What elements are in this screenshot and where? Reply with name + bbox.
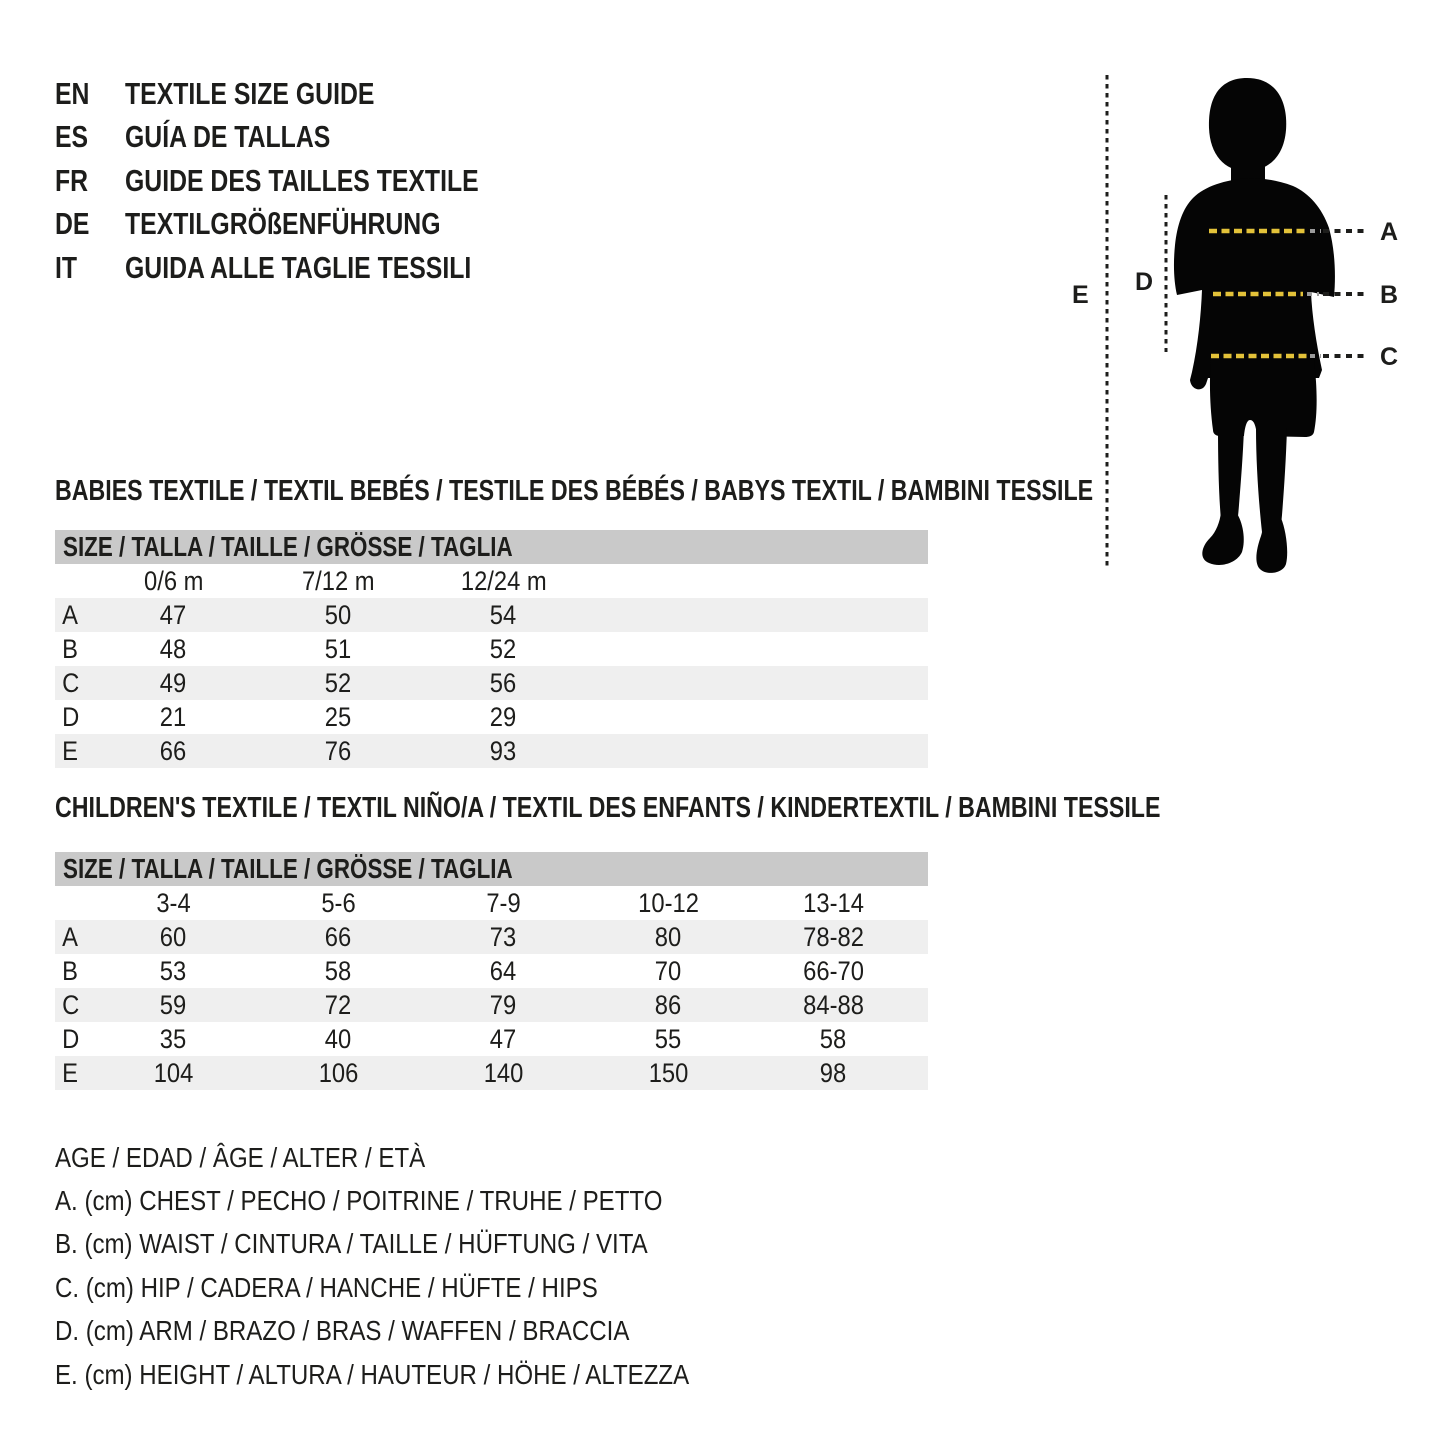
row-label: A xyxy=(62,599,78,630)
legend-arm: D. (cm) ARM / BRAZO / BRAS / WAFFEN / BRACCIA xyxy=(55,1315,630,1347)
table-cell: 48 xyxy=(160,633,187,664)
column-header: 7/12 m xyxy=(302,565,375,596)
row-label: E xyxy=(62,1057,78,1088)
column-header: 0/6 m xyxy=(143,565,204,596)
row-label: E xyxy=(62,735,78,766)
table-cell: 53 xyxy=(160,955,187,986)
table-cell: 76 xyxy=(325,735,352,766)
table-cell: 106 xyxy=(318,1057,359,1088)
table-cell: 73 xyxy=(490,921,517,952)
table-cell: 35 xyxy=(160,1023,187,1054)
measurement-diagram xyxy=(1055,60,1445,590)
table-row-d xyxy=(55,700,928,734)
children-size-table xyxy=(55,852,928,1090)
babies-section-title: BABIES TEXTILE / TEXTIL BEBÉS / TESTILE DES BÉBÉS / BABYS TEXTIL / BAMBINI TESSILE xyxy=(55,475,1094,507)
column-header: 10-12 xyxy=(638,887,699,918)
label-d: D xyxy=(1135,268,1154,296)
table-cell: 66 xyxy=(160,735,187,766)
language-title-list xyxy=(55,72,567,290)
table-row-b xyxy=(55,632,928,666)
table-cell: 49 xyxy=(160,667,187,698)
row-label: C xyxy=(62,667,80,698)
silhouette-shorts xyxy=(1210,360,1317,437)
label-b: B xyxy=(1380,281,1399,309)
table-row-c xyxy=(55,666,928,700)
table-cell: 60 xyxy=(160,921,187,952)
table-cell: 58 xyxy=(820,1023,847,1054)
column-header: 13-14 xyxy=(803,887,864,918)
language-code: DE xyxy=(55,206,90,242)
table-cell: 84-88 xyxy=(803,989,864,1020)
row-label: B xyxy=(62,955,78,986)
table-row-b xyxy=(55,954,928,988)
row-label: C xyxy=(62,989,80,1020)
table-cell: 79 xyxy=(490,989,517,1020)
page-title-fr: GUIDE DES TAILLES TEXTILE xyxy=(125,162,479,198)
table-cell: 50 xyxy=(325,599,352,630)
table-row-d xyxy=(55,1022,928,1056)
row-label: D xyxy=(62,1023,80,1054)
table-cell: 104 xyxy=(153,1057,194,1088)
language-row-es xyxy=(55,116,567,160)
table-row-c xyxy=(55,988,928,1022)
row-label: A xyxy=(62,921,78,952)
table-cell: 78-82 xyxy=(803,921,864,952)
table-cell: 150 xyxy=(648,1057,689,1088)
language-code: FR xyxy=(55,162,89,198)
table-row-e xyxy=(55,1056,928,1090)
table-cell: 66-70 xyxy=(803,955,864,986)
table-cell: 54 xyxy=(490,599,517,630)
table-cell: 70 xyxy=(655,955,682,986)
page-title-es: GUÍA DE TALLAS xyxy=(125,119,331,155)
table-row-e xyxy=(55,734,928,768)
babies-size-header-bar: SIZE / TALLA / TAILLE / GRÖSSE / TAGLIA xyxy=(55,530,928,564)
language-code: IT xyxy=(55,249,78,285)
legend-waist: B. (cm) WAIST / CINTURA / TAILLE / HÜFTUNG / VITA xyxy=(55,1228,648,1260)
language-row-en xyxy=(55,72,567,116)
table-cell: 58 xyxy=(325,955,352,986)
babies-column-header-row xyxy=(55,564,928,598)
table-cell: 56 xyxy=(490,667,517,698)
page-title-en: TEXTILE SIZE GUIDE xyxy=(125,75,375,111)
row-label: D xyxy=(62,701,80,732)
legend-hip: C. (cm) HIP / CADERA / HANCHE / HÜFTE / HIPS xyxy=(55,1271,598,1303)
column-header: 3-4 xyxy=(156,887,191,918)
silhouette-right-shoe xyxy=(1256,518,1287,573)
table-cell: 140 xyxy=(483,1057,524,1088)
language-row-it xyxy=(55,246,567,290)
table-cell: 21 xyxy=(160,701,187,732)
table-cell: 66 xyxy=(325,921,352,952)
label-a: A xyxy=(1380,218,1399,246)
table-cell: 93 xyxy=(490,735,517,766)
table-cell: 47 xyxy=(160,599,187,630)
label-c: C xyxy=(1380,343,1399,371)
language-code: ES xyxy=(55,119,89,155)
table-cell: 86 xyxy=(655,989,682,1020)
language-row-de xyxy=(55,203,567,247)
table-row-a xyxy=(55,598,928,632)
table-cell: 55 xyxy=(655,1023,682,1054)
table-cell: 52 xyxy=(325,667,352,698)
table-cell: 29 xyxy=(490,701,517,732)
column-header: 5-6 xyxy=(321,887,356,918)
page-title-it: GUIDA ALLE TAGLIE TESSILI xyxy=(125,249,472,285)
column-header: 12/24 m xyxy=(460,565,547,596)
table-cell: 59 xyxy=(160,989,187,1020)
table-row-a xyxy=(55,920,928,954)
children-section-title: CHILDREN'S TEXTILE / TEXTIL NIÑO/A / TEXTIL DES ENFANTS / KINDERTEXTIL / BAMBINI TESSILE xyxy=(55,792,1161,824)
children-size-header-bar: SIZE / TALLA / TAILLE / GRÖSSE / TAGLIA xyxy=(55,852,928,886)
babies-size-table xyxy=(55,530,928,768)
page-title-de: TEXTILGRÖßENFÜHRUNG xyxy=(125,206,441,242)
children-column-header-row xyxy=(55,886,928,920)
table-cell: 80 xyxy=(655,921,682,952)
table-cell: 52 xyxy=(490,633,517,664)
table-cell: 51 xyxy=(325,633,352,664)
legend-chest: A. (cm) CHEST / PECHO / POITRINE / TRUHE / PETTO xyxy=(55,1185,663,1217)
table-cell: 40 xyxy=(325,1023,352,1054)
legend-height: E. (cm) HEIGHT / ALTURA / HAUTEUR / HÖHE / ALTEZZA xyxy=(55,1358,690,1390)
table-cell: 47 xyxy=(490,1023,517,1054)
row-label: B xyxy=(62,633,78,664)
label-e: E xyxy=(1072,281,1089,309)
legend-age: AGE / EDAD / ÂGE / ALTER / ETÀ xyxy=(55,1141,426,1173)
table-cell: 72 xyxy=(325,989,352,1020)
column-header: 7-9 xyxy=(486,887,521,918)
language-code: EN xyxy=(55,75,90,111)
table-cell: 25 xyxy=(325,701,352,732)
silhouette-left-shoe xyxy=(1202,512,1243,565)
language-row-fr xyxy=(55,159,567,203)
table-cell: 64 xyxy=(490,955,517,986)
measurement-legend xyxy=(55,1136,792,1396)
table-cell: 98 xyxy=(820,1057,847,1088)
